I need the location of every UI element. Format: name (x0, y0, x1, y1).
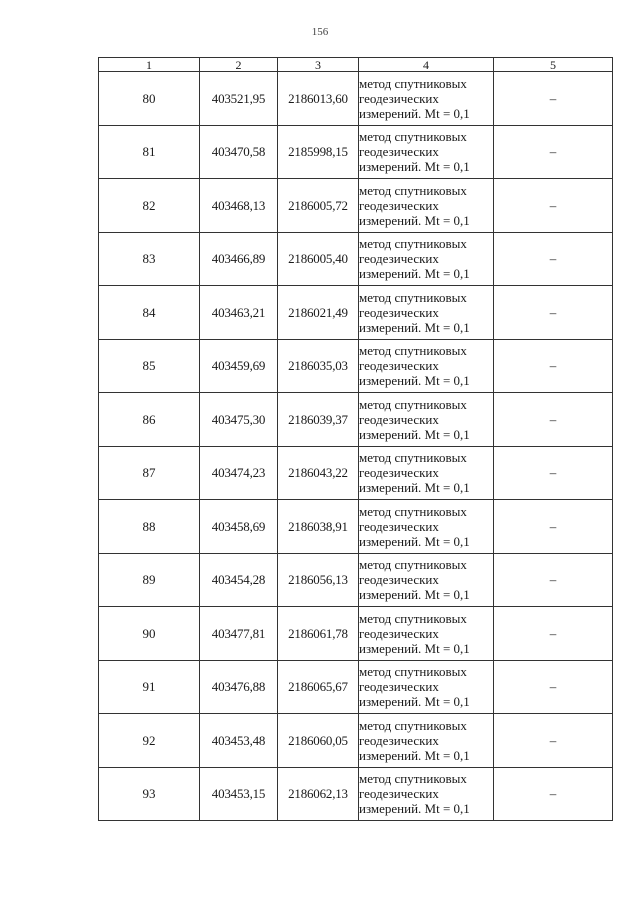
method-line: геодезических (359, 144, 439, 160)
method-line: измерений. Mt = 0,1 (359, 426, 470, 442)
method-line: геодезических (359, 90, 439, 106)
method-line: геодезических (359, 786, 439, 802)
point-number-cell: 89 (99, 553, 200, 607)
y-coordinate-cell: 2186062,13 (278, 767, 359, 821)
point-number-cell: 88 (99, 500, 200, 554)
column-header-4: 4 (359, 58, 494, 72)
note-cell: – (494, 232, 613, 286)
point-number-cell: 85 (99, 339, 200, 393)
table-row (99, 446, 613, 500)
method-line: метод спутниковых (359, 129, 467, 145)
point-number-cell: 92 (99, 714, 200, 768)
method-line: геодезических (359, 197, 439, 213)
y-coordinate-cell: 2186038,91 (278, 500, 359, 554)
header-row (99, 58, 613, 72)
method-line: метод спутниковых (359, 503, 467, 519)
table-row (99, 500, 613, 554)
table-row (99, 553, 613, 607)
method-line: измерений. Mt = 0,1 (359, 373, 470, 389)
method-line: метод спутниковых (359, 236, 467, 252)
method-line: геодезических (359, 304, 439, 320)
method-line: геодезических (359, 411, 439, 427)
note-cell: – (494, 393, 613, 447)
method-cell (359, 607, 494, 661)
method-line: метод спутниковых (359, 75, 467, 91)
method-line: геодезических (359, 625, 439, 641)
note-cell: – (494, 446, 613, 500)
method-cell (359, 714, 494, 768)
method-cell (359, 767, 494, 821)
table-row (99, 393, 613, 447)
method-line: метод спутниковых (359, 182, 467, 198)
x-coordinate-cell: 403474,23 (200, 446, 278, 500)
method-line: измерений. Mt = 0,1 (359, 212, 470, 228)
note-cell: – (494, 714, 613, 768)
point-number-cell: 83 (99, 232, 200, 286)
method-line: измерений. Mt = 0,1 (359, 801, 470, 817)
table-row (99, 72, 613, 126)
note-cell: – (494, 179, 613, 233)
table-row (99, 286, 613, 340)
table-row (99, 767, 613, 821)
note-cell: – (494, 553, 613, 607)
method-cell (359, 446, 494, 500)
method-cell (359, 393, 494, 447)
method-line: измерений. Mt = 0,1 (359, 640, 470, 656)
table-body (99, 72, 613, 821)
note-cell: – (494, 125, 613, 179)
y-coordinate-cell: 2186060,05 (278, 714, 359, 768)
point-number-cell: 91 (99, 660, 200, 714)
y-coordinate-cell: 2186013,60 (278, 72, 359, 126)
y-coordinate-cell: 2186065,67 (278, 660, 359, 714)
note-cell: – (494, 767, 613, 821)
method-line: геодезических (359, 679, 439, 695)
method-cell (359, 125, 494, 179)
x-coordinate-cell: 403475,30 (200, 393, 278, 447)
coordinates-table (98, 57, 613, 821)
y-coordinate-cell: 2185998,15 (278, 125, 359, 179)
method-line: измерений. Mt = 0,1 (359, 105, 470, 121)
table-row (99, 660, 613, 714)
note-cell: – (494, 72, 613, 126)
method-cell (359, 232, 494, 286)
x-coordinate-cell: 403453,48 (200, 714, 278, 768)
table-header (99, 58, 613, 72)
x-coordinate-cell: 403454,28 (200, 553, 278, 607)
table-row (99, 125, 613, 179)
page-number: 156 (311, 26, 329, 38)
method-line: геодезических (359, 518, 439, 534)
method-line: метод спутниковых (359, 450, 467, 466)
method-line: измерений. Mt = 0,1 (359, 587, 470, 603)
method-cell (359, 660, 494, 714)
note-cell: – (494, 286, 613, 340)
x-coordinate-cell: 403458,69 (200, 500, 278, 554)
method-line: метод спутниковых (359, 289, 467, 305)
table-row (99, 714, 613, 768)
method-cell (359, 72, 494, 126)
method-cell (359, 553, 494, 607)
method-line: геодезических (359, 358, 439, 374)
method-cell (359, 500, 494, 554)
y-coordinate-cell: 2186043,22 (278, 446, 359, 500)
column-header-3: 3 (278, 58, 359, 72)
method-line: метод спутниковых (359, 664, 467, 680)
y-coordinate-cell: 2186005,40 (278, 232, 359, 286)
column-header-2: 2 (200, 58, 278, 72)
point-number-cell: 87 (99, 446, 200, 500)
y-coordinate-cell: 2186039,37 (278, 393, 359, 447)
y-coordinate-cell: 2186035,03 (278, 339, 359, 393)
note-cell: – (494, 500, 613, 554)
y-coordinate-cell: 2186056,13 (278, 553, 359, 607)
method-line: геодезических (359, 732, 439, 748)
method-line: геодезических (359, 465, 439, 481)
method-line: метод спутниковых (359, 771, 467, 787)
method-cell (359, 179, 494, 233)
x-coordinate-cell: 403468,13 (200, 179, 278, 233)
x-coordinate-cell: 403459,69 (200, 339, 278, 393)
method-cell (359, 286, 494, 340)
point-number-cell: 84 (99, 286, 200, 340)
table-row (99, 179, 613, 233)
x-coordinate-cell: 403453,15 (200, 767, 278, 821)
method-line: метод спутниковых (359, 343, 467, 359)
column-header-1: 1 (99, 58, 200, 72)
x-coordinate-cell: 403477,81 (200, 607, 278, 661)
point-number-cell: 81 (99, 125, 200, 179)
point-number-cell: 86 (99, 393, 200, 447)
y-coordinate-cell: 2186061,78 (278, 607, 359, 661)
x-coordinate-cell: 403463,21 (200, 286, 278, 340)
method-line: геодезических (359, 251, 439, 267)
point-number-cell: 90 (99, 607, 200, 661)
method-cell (359, 339, 494, 393)
note-cell: – (494, 339, 613, 393)
x-coordinate-cell: 403466,89 (200, 232, 278, 286)
method-line: метод спутниковых (359, 396, 467, 412)
x-coordinate-cell: 403521,95 (200, 72, 278, 126)
y-coordinate-cell: 2186005,72 (278, 179, 359, 233)
x-coordinate-cell: 403470,58 (200, 125, 278, 179)
method-line: измерений. Mt = 0,1 (359, 266, 470, 282)
point-number-cell: 82 (99, 179, 200, 233)
column-header-5: 5 (494, 58, 613, 72)
table-row (99, 607, 613, 661)
y-coordinate-cell: 2186021,49 (278, 286, 359, 340)
x-coordinate-cell: 403476,88 (200, 660, 278, 714)
method-line: метод спутниковых (359, 557, 467, 573)
table-row (99, 339, 613, 393)
method-line: измерений. Mt = 0,1 (359, 533, 470, 549)
point-number-cell: 80 (99, 72, 200, 126)
method-line: измерений. Mt = 0,1 (359, 319, 470, 335)
method-line: метод спутниковых (359, 610, 467, 626)
table-row (99, 232, 613, 286)
note-cell: – (494, 660, 613, 714)
note-cell: – (494, 607, 613, 661)
method-line: метод спутниковых (359, 717, 467, 733)
method-line: измерений. Mt = 0,1 (359, 747, 470, 763)
method-line: измерений. Mt = 0,1 (359, 159, 470, 175)
method-line: геодезических (359, 572, 439, 588)
method-line: измерений. Mt = 0,1 (359, 480, 470, 496)
point-number-cell: 93 (99, 767, 200, 821)
method-line: измерений. Mt = 0,1 (359, 694, 470, 710)
